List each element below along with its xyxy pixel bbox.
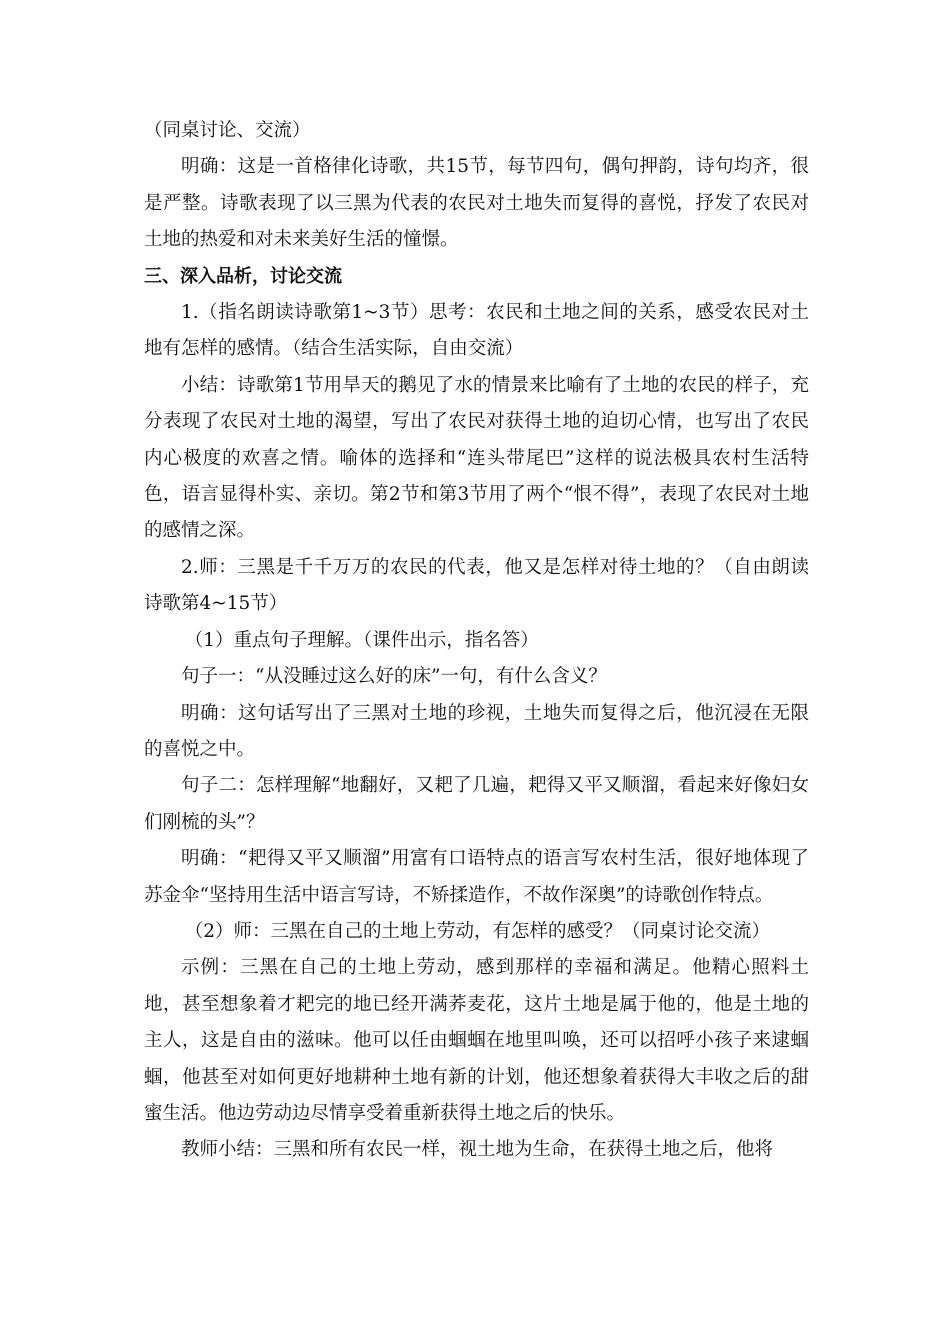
sentence-two: 句子二：怎样理解“地翻好，又耙了几遍，耙得又平又顺溜，看起来好像妇女们刚梳的头”？ bbox=[144, 775, 809, 833]
sentence-two-answer: 明确：“耙得又平又顺溜”用富有口语特点的语言写农村生活，很好地体现了苏金伞“坚持用生活中语言写诗，不矫揉造作，不故作深奥”的诗歌创作特点。 bbox=[144, 848, 809, 906]
sub-question-1: （1）重点句子理解。（课件出示，指名答） bbox=[184, 629, 539, 651]
teacher-summary: 教师小结：三黑和所有农民一样，视土地为生命，在获得土地之后，他将 bbox=[181, 1139, 774, 1161]
sentence-one-answer: 明确：这句话写出了三黑对土地的珍视，土地失而复得之后，他沉浸在无限的喜悦之中。 bbox=[144, 702, 809, 760]
question-2: 2.师：三黑是千千万万的农民的代表，他又是怎样对待土地的？（自由朗读诗歌第4~15节） bbox=[144, 556, 809, 615]
summary-paragraph: 小结：诗歌第1节用旱天的鹅见了水的情景来比喻有了土地的农民的样子，充分表现了农民对土地的渴望，写出了农民对获得土地的迫切心情，也写出了农民内心极度的欢喜之情。喻体的选择和“连头带尾巴”这样的说法极具农村生活特色，语言显得朴实、亲切。第2节和第3节用了两个“恨不得”，表现了农民对土地的感情之深。 bbox=[144, 374, 809, 542]
document-body bbox=[144, 113, 809, 1169]
discussion-note: （同桌讨论、交流） bbox=[144, 120, 311, 141]
clarification-paragraph: 明确：这是一首格律化诗歌，共15节，每节四句，偶句押韵，诗句均齐，很是严整。诗歌表现了以三黑为代表的农民对土地失而复得的喜悦，抒发了农民对土地的热爱和对未来美好生活的憧憬。 bbox=[144, 156, 809, 251]
example-paragraph: 示例：三黑在自己的土地上劳动，感到那样的幸福和满足。他精心照料土地，甚至想象着才耙完的地已经开满荞麦花，这片土地是属于他的，他是土地的主人，这是自由的滋味。他可以任由蝈蝈在地里叫唤，还可以招呼小孩子来逮蝈蝈，他甚至对如何更好地耕种土地有新的计划，他还想象着获得大丰收之后的甜蜜生活。他边劳动边尽情享受着重新获得土地之后的快乐。 bbox=[144, 957, 809, 1124]
section-heading: 三、深入品析，讨论交流 bbox=[144, 265, 342, 287]
sub-question-2: （2）师：三黑在自己的土地上劳动，有怎样的感受？（同桌讨论交流） bbox=[184, 920, 770, 942]
sentence-one: 句子一：“从没睡过这么好的床”一句，有什么含义？ bbox=[181, 666, 607, 688]
question-1: 1.（指名朗读诗歌第1~3节）思考：农民和土地之间的关系，感受农民对土地有怎样的感情。（结合生活实际，自由交流） bbox=[144, 302, 809, 360]
